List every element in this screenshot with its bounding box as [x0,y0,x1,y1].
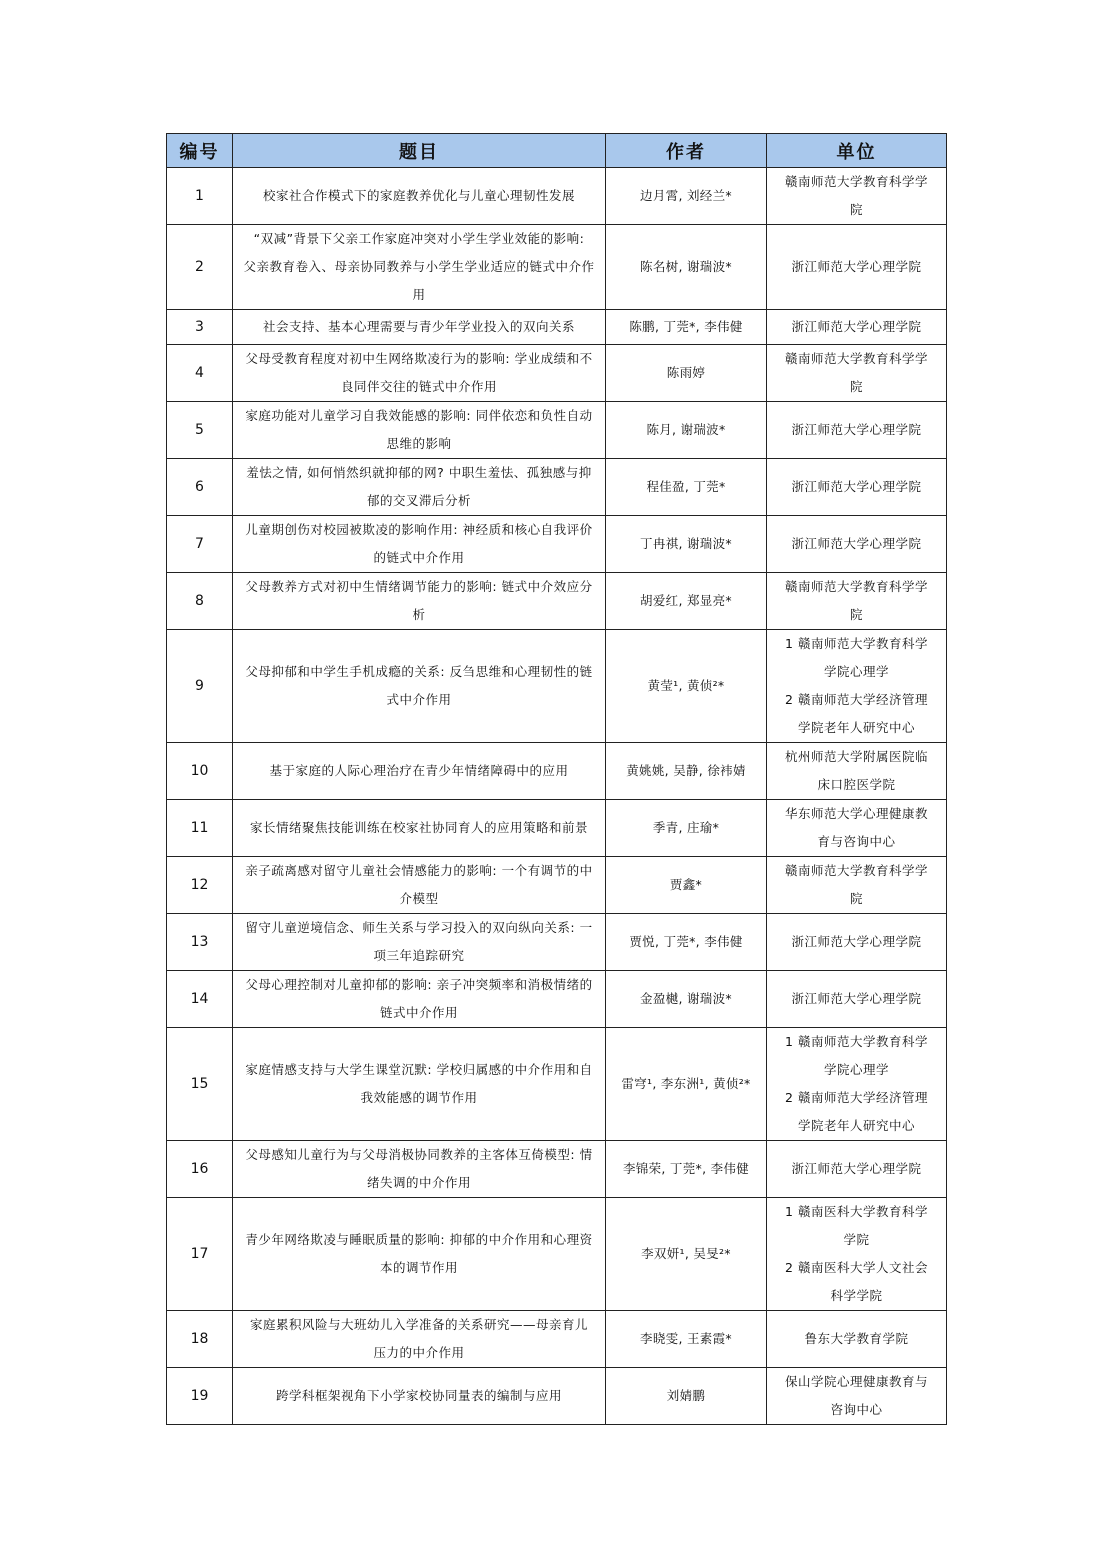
row-number: 19 [167,1368,233,1425]
title-line: 父母感知儿童行为与父母消极协同教养的主客体互倚模型: 情 [245,1147,593,1162]
title-line: 父母受教育程度对初中生网络欺凌行为的影响: 学业成绩和不 [245,351,593,366]
unit-line: 赣南师范大学教育科学学 [784,351,928,366]
row-authors: 雷穹¹, 李东洲¹, 黄侦²* [606,1028,767,1141]
table-row [167,573,947,630]
row-authors: 李锦荣, 丁莞*, 李伟健 [606,1141,767,1198]
row-number: 8 [167,573,233,630]
title-line: 父母教养方式对初中生情绪调节能力的影响: 链式中介效应分 [245,579,593,594]
row-title [233,857,606,914]
unit-line: 华东师范大学心理健康教 [784,806,928,821]
title-line: 压力的中介作用 [373,1345,465,1360]
header-authors: 作者 [606,134,767,168]
row-unit [767,857,947,914]
row-unit [767,459,947,516]
table-row [167,225,947,310]
unit-line: 浙江师范大学心理学院 [791,479,922,494]
row-authors: 边月霄, 刘经兰* [606,168,767,225]
row-title [233,800,606,857]
table-row [167,345,947,402]
row-title [233,1028,606,1141]
unit-line: 浙江师范大学心理学院 [791,319,922,334]
row-number: 15 [167,1028,233,1141]
row-unit [767,225,947,310]
unit-line: 院 [849,379,863,394]
title-line: 父母抑郁和中学生手机成瘾的关系: 反刍思维和心理韧性的链 [245,664,593,679]
row-number: 16 [167,1141,233,1198]
row-title [233,1368,606,1425]
row-number: 5 [167,402,233,459]
row-authors: 陈雨婷 [606,345,767,402]
unit-line: 2 赣南师范大学经济管理 [785,1090,928,1105]
row-authors: 陈名树, 谢瑞波* [606,225,767,310]
unit-line: 学院心理学 [823,1062,889,1077]
unit-line: 赣南师范大学教育科学学 [784,863,928,878]
row-title [233,310,606,345]
row-number: 3 [167,310,233,345]
row-authors: 程佳盈, 丁莞* [606,459,767,516]
unit-line: 学院老年人研究中心 [797,1118,915,1133]
row-unit [767,1198,947,1311]
row-authors: 金盈樾, 谢瑞波* [606,971,767,1028]
row-title [233,225,606,310]
title-line: 式中介作用 [386,692,452,707]
row-unit [767,345,947,402]
row-authors: 季青, 庄瑜* [606,800,767,857]
title-line: 亲子疏离感对留守儿童社会情感能力的影响: 一个有调节的中 [245,863,593,878]
row-number: 13 [167,914,233,971]
row-authors: 陈月, 谢瑞波* [606,402,767,459]
title-line: 项三年追踪研究 [373,948,465,963]
row-authors: 刘婧鹏 [606,1368,767,1425]
unit-line: 赣南师范大学教育科学学 [784,174,928,189]
title-line: 羞怯之情, 如何悄然织就抑郁的网? 中职生羞怯、孤独感与抑 [246,465,592,480]
unit-line: 赣南师范大学教育科学学 [784,579,928,594]
row-unit [767,310,947,345]
row-unit [767,1311,947,1368]
row-number: 7 [167,516,233,573]
unit-line: 院 [849,202,863,217]
row-unit [767,800,947,857]
row-title [233,459,606,516]
title-line: 的链式中介作用 [373,550,465,565]
row-unit [767,971,947,1028]
table-row [167,743,947,800]
title-line: 良同伴交往的链式中介作用 [340,379,497,394]
table-row [167,1028,947,1141]
row-authors: 李晓雯, 王素霞* [606,1311,767,1368]
row-unit [767,1368,947,1425]
header-title: 题目 [233,134,606,168]
unit-line: 1 赣南医科大学教育科学 [785,1204,928,1219]
row-title [233,914,606,971]
unit-line: 1 赣南师范大学教育科学 [785,636,928,651]
row-number: 1 [167,168,233,225]
row-authors: 贾悦, 丁莞*, 李伟健 [606,914,767,971]
title-line: 父亲教育卷入、母亲协同教养与小学生学业适应的链式中介作 [243,259,595,274]
row-title [233,1311,606,1368]
title-line: 家庭功能对儿童学习自我效能感的影响: 同伴依恋和负性自动 [245,408,593,423]
unit-line: 浙江师范大学心理学院 [791,991,922,1006]
row-unit [767,1141,947,1198]
row-authors: 黄莹¹, 黄侦²* [606,630,767,743]
title-line: 社会支持、基本心理需要与青少年学业投入的双向关系 [262,319,575,334]
row-title [233,168,606,225]
table-row [167,971,947,1028]
row-number: 6 [167,459,233,516]
row-number: 18 [167,1311,233,1368]
table-body [167,168,947,1425]
row-unit [767,914,947,971]
title-line: 链式中介作用 [379,1005,458,1020]
title-line: 留守儿童逆境信念、师生关系与学习投入的双向纵向关系: 一 [245,920,593,935]
row-unit [767,1028,947,1141]
unit-line: 学院老年人研究中心 [797,720,915,735]
row-authors: 李双妍¹, 吴旻²* [606,1198,767,1311]
row-number: 11 [167,800,233,857]
table-row [167,1311,947,1368]
unit-line: 学院心理学 [823,664,889,679]
title-line: 基于家庭的人际心理治疗在青少年情绪障碍中的应用 [269,763,569,778]
table-row [167,1368,947,1425]
title-line: 家长情绪聚焦技能训练在校家社协同育人的应用策略和前景 [249,820,588,835]
table-row [167,1198,947,1311]
unit-line: 院 [849,891,863,906]
header-unit: 单位 [767,134,947,168]
table-row [167,800,947,857]
row-number: 17 [167,1198,233,1311]
row-unit [767,168,947,225]
header-number: 编号 [167,134,233,168]
unit-line: 浙江师范大学心理学院 [791,536,922,551]
title-line: 介模型 [399,891,439,906]
unit-line: 鲁东大学教育学院 [804,1331,909,1346]
row-authors: 黄姚姚, 吴静, 徐袆婧 [606,743,767,800]
row-authors: 胡爱红, 郑显亮* [606,573,767,630]
row-title [233,516,606,573]
row-title [233,1198,606,1311]
title-line: 家庭累积风险与大班幼儿入学准备的关系研究——母亲育儿 [249,1317,588,1332]
table-row [167,459,947,516]
unit-line: 杭州师范大学附属医院临 [784,749,928,764]
row-unit [767,516,947,573]
unit-line: 浙江师范大学心理学院 [791,1161,922,1176]
unit-line: 床口腔医学院 [817,777,896,792]
title-line: 家庭情感支持与大学生课堂沉默: 学校归属感的中介作用和自 [245,1062,593,1077]
title-line: 我效能感的调节作用 [360,1090,478,1105]
row-number: 14 [167,971,233,1028]
unit-line: 1 赣南师范大学教育科学 [785,1034,928,1049]
row-authors: 贾鑫* [606,857,767,914]
row-title [233,402,606,459]
row-number: 12 [167,857,233,914]
row-unit [767,743,947,800]
row-title [233,971,606,1028]
unit-line: 浙江师范大学心理学院 [791,259,922,274]
row-number: 9 [167,630,233,743]
row-unit [767,630,947,743]
table-row [167,516,947,573]
title-line: “双减”背景下父亲工作家庭冲突对小学生学业效能的影响: [253,231,585,246]
title-line: 绪失调的中介作用 [366,1175,471,1190]
unit-line: 学院 [843,1232,870,1247]
table-row [167,168,947,225]
row-title [233,1141,606,1198]
row-title [233,630,606,743]
title-line: 析 [412,607,426,622]
unit-line: 咨询中心 [830,1402,883,1417]
row-unit [767,573,947,630]
title-line: 跨学科框架视角下小学家校协同量表的编制与应用 [275,1388,562,1403]
row-authors: 丁冉祺, 谢瑞波* [606,516,767,573]
table-header-row [167,134,947,168]
title-line: 校家社合作模式下的家庭教养优化与儿童心理韧性发展 [262,188,575,203]
unit-line: 育与咨询中心 [817,834,896,849]
unit-line: 院 [849,607,863,622]
unit-line: 浙江师范大学心理学院 [791,422,922,437]
table-row [167,914,947,971]
unit-line: 科学学院 [830,1288,883,1303]
row-number: 4 [167,345,233,402]
title-line: 郁的交叉滞后分析 [366,493,471,508]
row-authors: 陈鹏, 丁莞*, 李伟健 [606,310,767,345]
unit-line: 保山学院心理健康教育与 [784,1374,928,1389]
row-number: 10 [167,743,233,800]
table-row [167,1141,947,1198]
table-row [167,402,947,459]
title-line: 父母心理控制对儿童抑郁的影响: 亲子冲突频率和消极情绪的 [245,977,593,992]
unit-line: 2 赣南医科大学人文社会 [785,1260,928,1275]
row-title [233,345,606,402]
paper-list-table [166,133,947,1425]
unit-line: 2 赣南师范大学经济管理 [785,692,928,707]
row-number: 2 [167,225,233,310]
row-title [233,743,606,800]
row-title [233,573,606,630]
title-line: 用 [412,287,426,302]
unit-line: 浙江师范大学心理学院 [791,934,922,949]
title-line: 思维的影响 [386,436,452,451]
table-row [167,630,947,743]
table-row [167,310,947,345]
title-line: 儿童期创伤对校园被欺凌的影响作用: 神经质和核心自我评价 [245,522,593,537]
title-line: 本的调节作用 [379,1260,458,1275]
title-line: 青少年网络欺凌与睡眠质量的影响: 抑郁的中介作用和心理资 [245,1232,593,1247]
table-row [167,857,947,914]
row-unit [767,402,947,459]
